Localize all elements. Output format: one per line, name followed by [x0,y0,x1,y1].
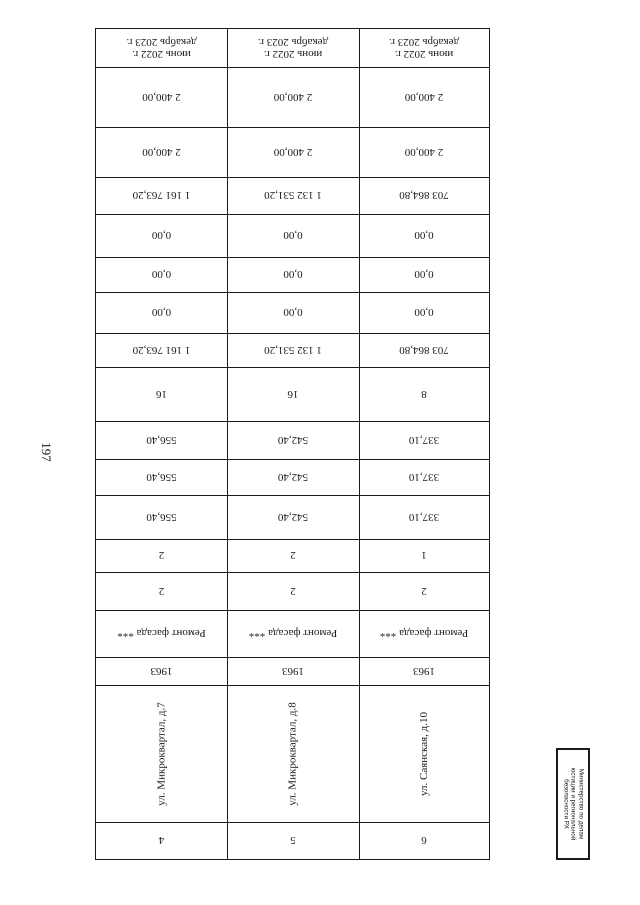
cell-v2: 2 400,00 [273,146,313,158]
cell-v10: 556,40 [146,471,177,483]
row-number-cell: 4 [158,834,165,847]
cell-v1: 2 400,00 [142,91,181,103]
cell-v12: 1 [421,549,427,562]
cell-v5: 0,00 [283,268,303,281]
period-cell: июнь 2022 г. декабрь 2023 г. [257,36,329,60]
cell-v3: 1 161 763,20 [132,189,191,202]
row-number-cell: 5 [290,834,296,847]
work-type-cell: Ремонт фасада *** [379,627,469,640]
cell-v6: 0,00 [414,306,434,319]
year-cell: 1963 [150,665,173,677]
cell-v13: 2 [421,585,427,597]
address-cell: ул. Микроквартал, д.8 [287,701,299,806]
cell-v1: 2 400,00 [273,91,313,103]
year-cell: 1963 [282,665,304,677]
cell-v7: 703 864,80 [399,344,449,356]
cell-v5: 0,00 [151,268,172,281]
cell-v12: 2 [290,549,296,562]
cell-v1: 2 400,00 [404,91,444,103]
cell-v4: 0,00 [414,229,434,242]
address-cell: ул. Микроквартал, д.7 [155,701,168,806]
cell-v5: 0,00 [414,268,434,281]
address-cell: ул. Саянская, д.10 [418,711,430,796]
period-cell: июнь 2022 г. декабрь 2023 г. [126,36,197,60]
cell-v12: 2 [158,549,165,562]
repair-schedule-table [95,28,490,860]
cell-v10: 337,10 [408,471,440,483]
cell-v13: 2 [158,585,165,597]
ministry-stamp [556,748,590,860]
cell-v6: 0,00 [283,306,303,319]
cell-v8: 8 [421,388,427,400]
cell-v3: 703 864,80 [399,189,449,202]
cell-v3: 1 132 531,20 [264,189,322,202]
row-number-cell: 6 [421,834,427,847]
period-cell: июнь 2022 г. декабрь 2023 г. [388,36,460,60]
cell-v4: 0,00 [283,229,303,242]
cell-v13: 2 [290,585,296,597]
page-number: 197 [39,442,54,462]
table-row [96,29,227,859]
cell-v8: 16 [287,388,299,400]
cell-v11: 556,40 [146,511,177,523]
cell-v2: 2 400,00 [404,146,444,158]
cell-v2: 2 400,00 [142,146,181,158]
cell-v7: 1 132 531,20 [264,344,322,356]
table-row [227,29,359,859]
work-type-cell: Ремонт фасада *** [117,627,206,640]
cell-v7: 1 161 763,20 [132,344,191,356]
cell-v8: 16 [156,388,167,400]
stamp-text: Министерство по делам юстиции и региональной безопасности РХ [562,767,585,841]
cell-v4: 0,00 [151,229,172,242]
cell-v11: 337,10 [408,511,440,523]
cell-v9: 542,40 [277,434,309,446]
cell-v11: 542,40 [277,511,309,523]
cell-v10: 542,40 [277,471,309,483]
cell-v6: 0,00 [151,306,172,319]
cell-v9: 337,10 [408,434,440,446]
cell-v9: 556,40 [146,434,177,446]
table-row [359,29,489,859]
year-cell: 1963 [413,665,435,677]
work-type-cell: Ремонт фасада *** [248,627,338,640]
